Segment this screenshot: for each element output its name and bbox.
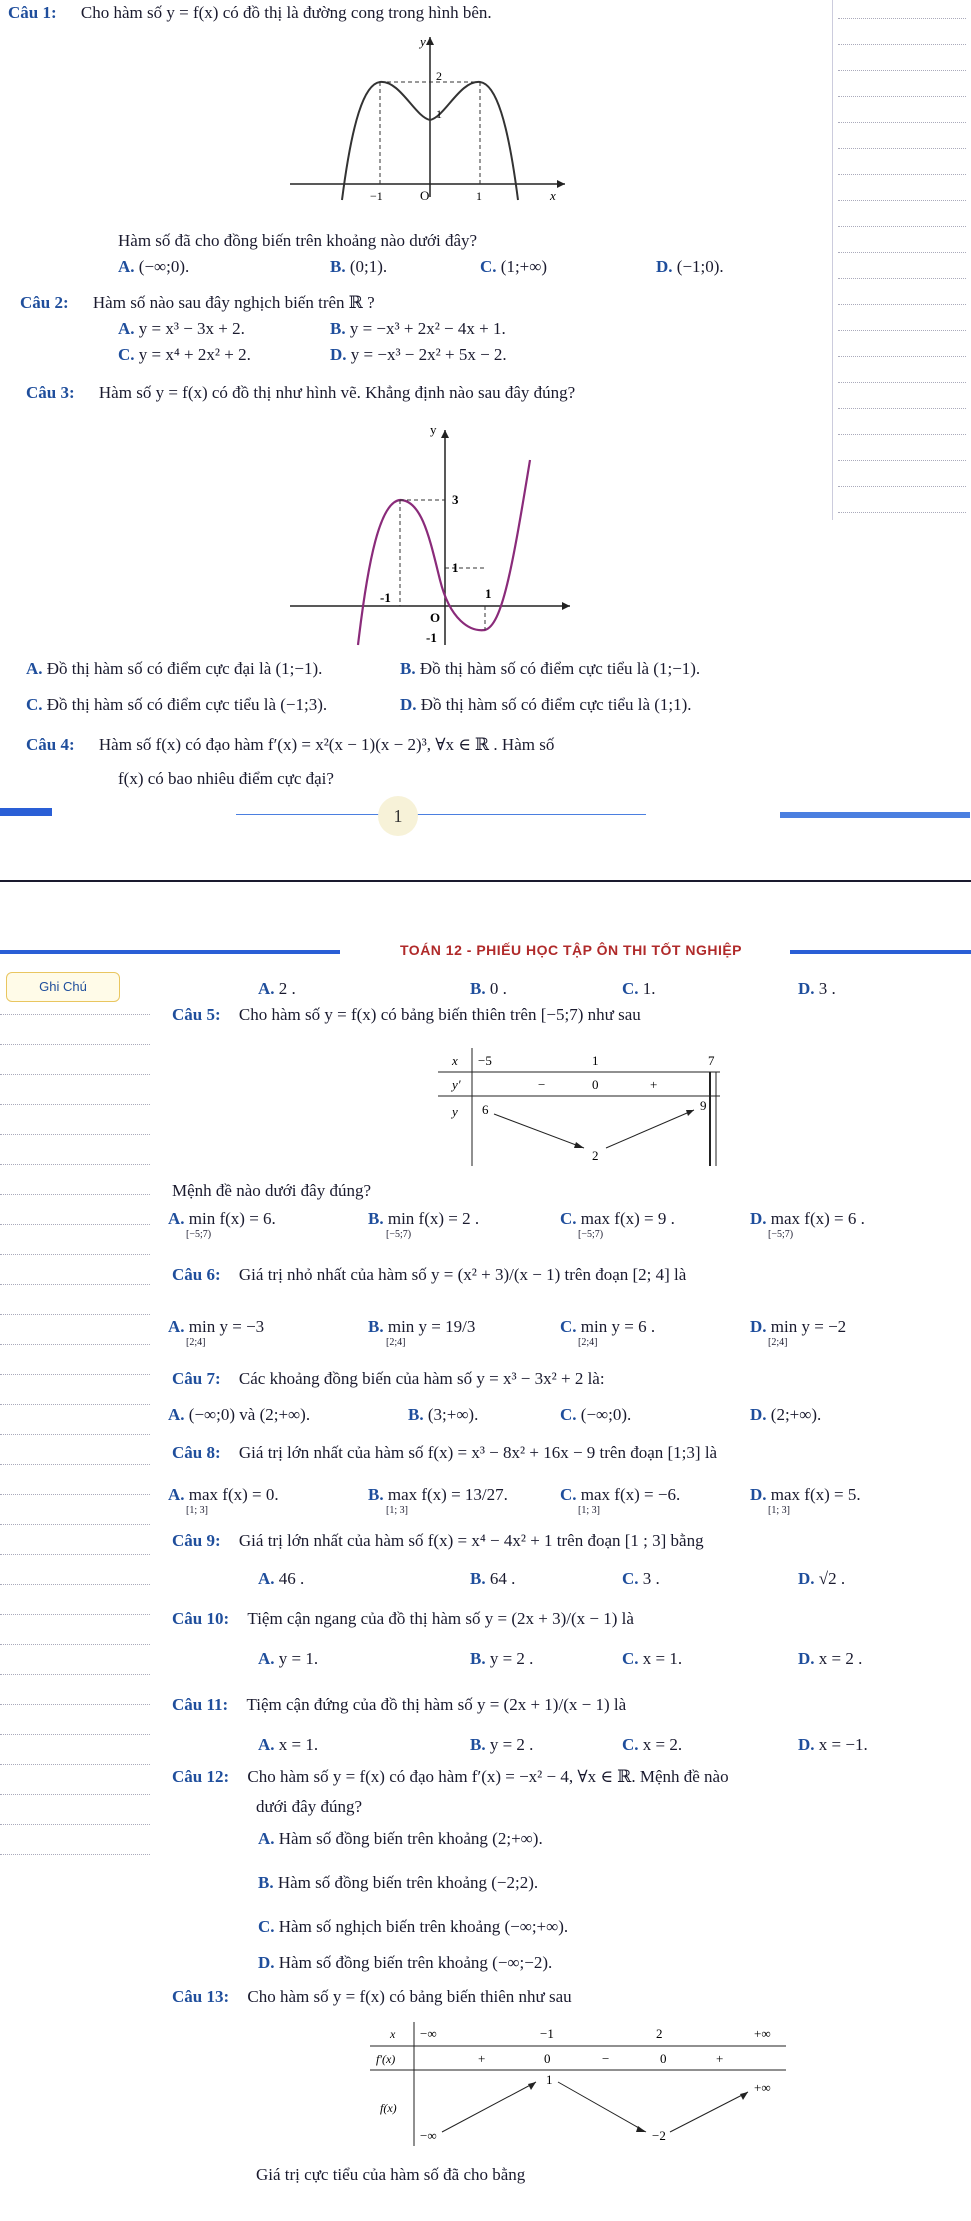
tick-label-1: 1: [452, 560, 459, 575]
q3-option-d[interactable]: [400, 694, 692, 716]
option-subscript: [1; 3]: [386, 1505, 408, 1516]
q1-option-c[interactable]: [480, 256, 547, 278]
question-label: Câu 11:: [172, 1695, 229, 1714]
option-text: y = x³ − 3x + 2.: [138, 319, 245, 338]
option-text: min y = −2: [770, 1317, 847, 1336]
row-label-x: x: [452, 1053, 458, 1068]
option-letter: C.: [622, 1735, 639, 1754]
row-label-f: f(x): [380, 2101, 397, 2115]
option-subscript: [1; 3]: [578, 1505, 600, 1516]
notes-label: Ghi Chú: [6, 972, 120, 1002]
sign-value: 0: [660, 2051, 667, 2066]
option-text: Hàm số đồng biến trên khoảng (2;+∞).: [278, 1829, 543, 1848]
option-text: x = 2 .: [818, 1649, 863, 1668]
q4-option-b[interactable]: [470, 978, 507, 1000]
tick-label-3: 3: [452, 492, 459, 507]
question-7: [172, 1368, 605, 1390]
option-letter: B.: [368, 1485, 384, 1504]
option-text: max f(x) = 13/27.: [387, 1485, 508, 1504]
question-text: Cho hàm số y = f(x) có đạo hàm f′(x) = −x² − 4, ∀x ∈ ℝ. Mệnh đề nào: [247, 1767, 729, 1786]
q7-option-c[interactable]: [560, 1404, 631, 1426]
x-value: −∞: [420, 2026, 437, 2041]
tick-label-neg1: −1: [370, 189, 383, 202]
q3-option-c[interactable]: [26, 694, 327, 716]
option-text: 46 .: [278, 1569, 305, 1588]
header-bar-right: [790, 950, 971, 954]
x-value: +∞: [754, 2026, 771, 2041]
q1-graph: [280, 32, 570, 202]
question-text: Giá trị nhỏ nhất của hàm số y = (x² + 3)/(x − 1) trên đoạn [2; 4] là: [238, 1265, 687, 1284]
tick-label-1x: 1: [485, 586, 492, 601]
x-value: −1: [540, 2026, 554, 2041]
q12-option-a[interactable]: [258, 1828, 543, 1850]
question-text: Cho hàm số y = f(x) có đồ thị là đường cong trong hình bên.: [80, 3, 492, 22]
tick-label-2: 2: [436, 69, 442, 83]
q6-option-c[interactable]: [560, 1316, 655, 1348]
option-letter: C.: [480, 257, 497, 276]
option-text: y = x⁴ + 2x² + 2.: [138, 345, 251, 364]
f-value: 1: [546, 2072, 553, 2087]
option-subscript: [1; 3]: [186, 1505, 208, 1516]
question-9: [172, 1530, 704, 1552]
notes-margin-right: [838, 0, 971, 520]
q12-option-b[interactable]: [258, 1872, 538, 1894]
row-label-yp: y′: [452, 1077, 461, 1092]
option-text: max f(x) = 9 .: [580, 1209, 675, 1228]
option-text: 0 .: [489, 979, 507, 998]
option-text: min f(x) = 6.: [188, 1209, 276, 1228]
option-letter: D.: [798, 1735, 815, 1754]
q1-question: Hàm số đã cho đồng biến trên khoảng nào dưới đây?: [118, 231, 478, 250]
option-subscript: [−5;7): [768, 1229, 794, 1240]
q11-option-b[interactable]: [470, 1734, 533, 1756]
option-text: y = −x³ + 2x² − 4x + 1.: [349, 319, 506, 338]
q11-option-a[interactable]: [258, 1734, 318, 1756]
origin-label: O: [430, 610, 441, 625]
option-text: 3 .: [818, 979, 836, 998]
question-5: [172, 1004, 641, 1026]
option-letter: D.: [798, 979, 815, 998]
q1-option-b[interactable]: [330, 256, 387, 278]
option-text: Hàm số đồng biến trên khoảng (−∞;−2).: [278, 1953, 553, 1972]
question-6: [172, 1264, 686, 1286]
option-letter: C.: [118, 345, 135, 364]
question-text: Tiệm cận đứng của đồ thị hàm số y = (2x + 1)/(x − 1) là: [246, 1695, 627, 1714]
option-text: 1.: [642, 979, 656, 998]
y-axis-label: y: [430, 422, 437, 437]
option-letter: B.: [330, 257, 346, 276]
q8-option-d[interactable]: [750, 1484, 861, 1516]
option-letter: A.: [258, 1829, 275, 1848]
q9-option-a[interactable]: [258, 1568, 304, 1590]
option-text: min y = −3: [188, 1317, 265, 1336]
question-13: [172, 1986, 572, 2008]
q5-variation-table: [438, 1048, 724, 1166]
option-text: (3;+∞).: [427, 1405, 479, 1424]
q4-option-a[interactable]: [258, 978, 296, 1000]
question-label: Câu 8:: [172, 1443, 221, 1462]
option-text: max f(x) = 0.: [188, 1485, 279, 1504]
question-label: Câu 10:: [172, 1609, 230, 1628]
q1-option-d[interactable]: [656, 256, 724, 278]
x-value: −5: [478, 1053, 492, 1068]
option-text: max f(x) = 5.: [770, 1485, 861, 1504]
tick-label-neg1x: -1: [380, 590, 391, 605]
question-2: [20, 292, 375, 314]
option-text: (−∞;0).: [138, 257, 190, 276]
option-letter: A.: [258, 979, 275, 998]
q10-option-c[interactable]: [622, 1648, 682, 1670]
tick-label-neg1y: -1: [426, 630, 437, 645]
option-text: Đồ thị hàm số có điểm cực đại là (1;−1).: [46, 659, 323, 678]
option-text: Đồ thị hàm số có điểm cực tiểu là (1;−1).: [419, 659, 701, 678]
q7-option-a[interactable]: [168, 1404, 310, 1426]
option-letter: B.: [400, 659, 416, 678]
row-label-x: x: [390, 2027, 396, 2041]
option-text: Đồ thị hàm số có điểm cực tiểu là (−1;3).: [46, 695, 328, 714]
question-text: Cho hàm số y = f(x) có bảng biến thiên như sau: [247, 1987, 572, 2006]
option-letter: B.: [470, 1569, 486, 1588]
row-label-fp: f′(x): [376, 2052, 396, 2066]
page-divider: [0, 880, 971, 882]
tick-label-1: 1: [436, 107, 442, 121]
option-subscript: [1; 3]: [768, 1505, 790, 1516]
option-text: 3 .: [642, 1569, 660, 1588]
option-text: (−∞;0) và (2;+∞).: [188, 1405, 311, 1424]
option-subscript: [2;4]: [768, 1337, 788, 1348]
question-text: Giá trị lớn nhất của hàm số f(x) = x³ − 8x² + 16x − 9 trên đoạn [1;3] là: [238, 1443, 718, 1462]
option-text: y = −x³ − 2x² + 5x − 2.: [350, 345, 507, 364]
question-10: [172, 1608, 634, 1630]
q10-option-b[interactable]: [470, 1648, 533, 1670]
question-3: [26, 382, 575, 404]
option-letter: C.: [560, 1317, 577, 1336]
tick-label-x1: 1: [476, 189, 482, 202]
q2-option-b[interactable]: [330, 318, 506, 340]
sign-value: −: [602, 2051, 610, 2066]
margin-divider: [832, 0, 833, 520]
option-letter: D.: [258, 1953, 275, 1972]
q6-option-a[interactable]: [168, 1316, 264, 1348]
option-letter: B.: [368, 1317, 384, 1336]
sign-value: 0: [592, 1077, 599, 1092]
option-subscript: [−5;7): [578, 1229, 604, 1240]
option-letter: B.: [408, 1405, 424, 1424]
option-text: (0;1).: [349, 257, 388, 276]
q6-option-b[interactable]: [368, 1316, 475, 1348]
option-letter: C.: [560, 1209, 577, 1228]
q4-text-continued: f(x) có bao nhiêu điểm cực đại?: [118, 769, 334, 788]
q12-option-c[interactable]: [258, 1916, 568, 1938]
option-letter: B.: [258, 1873, 274, 1892]
option-letter: B.: [470, 1735, 486, 1754]
y-value: 6: [482, 1102, 489, 1117]
footer-bar-left: [0, 808, 52, 816]
option-text: x = 2.: [642, 1735, 683, 1754]
q8-option-a[interactable]: [168, 1484, 279, 1516]
q2-option-d[interactable]: [330, 344, 507, 366]
header-bar-left: [0, 950, 340, 954]
q4-option-d[interactable]: [798, 978, 836, 1000]
question-11: [172, 1694, 626, 1716]
option-subscript: [2;4]: [186, 1337, 206, 1348]
q13-variation-table: [370, 2022, 790, 2146]
q5-option-b[interactable]: [368, 1208, 479, 1240]
option-text: Hàm số nghịch biến trên khoảng (−∞;+∞).: [278, 1917, 569, 1936]
page-header-title: TOÁN 12 - PHIẾU HỌC TẬP ÔN THI TỐT NGHIỆP: [400, 942, 743, 958]
x-value: 2: [656, 2026, 663, 2041]
option-letter: A.: [258, 1649, 275, 1668]
option-letter: D.: [400, 695, 417, 714]
footer-line: [236, 814, 646, 815]
option-text: y = 1.: [278, 1649, 319, 1668]
question-text: Hàm số nào sau đây nghịch biến trên ℝ ?: [92, 293, 375, 312]
option-text: min y = 6 .: [580, 1317, 656, 1336]
option-text: min f(x) = 2 .: [387, 1209, 480, 1228]
question-label: Câu 2:: [20, 293, 69, 312]
q9-option-b[interactable]: [470, 1568, 515, 1590]
q2-option-c[interactable]: [118, 344, 251, 366]
x-value: 1: [592, 1053, 599, 1068]
option-letter: B.: [368, 1209, 384, 1228]
option-text: x = 1.: [642, 1649, 683, 1668]
question-label: Câu 9:: [172, 1531, 221, 1550]
page-number: 1: [378, 796, 418, 836]
q12-text-continued: dưới đây đúng?: [256, 1797, 363, 1816]
q5-question: Mệnh đề nào dưới đây đúng?: [172, 1181, 372, 1200]
option-text: 2 .: [278, 979, 296, 998]
footer-bar-right: [780, 812, 970, 818]
notes-margin-left: [0, 1000, 150, 1880]
question-label: Câu 7:: [172, 1369, 221, 1388]
q12-option-d[interactable]: [258, 1952, 552, 1974]
question-label: Câu 6:: [172, 1265, 221, 1284]
option-text: y = 2 .: [489, 1649, 534, 1668]
option-letter: C.: [622, 1649, 639, 1668]
x-value: 7: [708, 1053, 715, 1068]
option-text: x = −1.: [818, 1735, 868, 1754]
question-text: Giá trị lớn nhất của hàm số f(x) = x⁴ − 4x² + 1 trên đoạn [1 ; 3] bằng: [238, 1531, 704, 1550]
option-letter: A.: [168, 1317, 185, 1336]
x-axis-label: x: [550, 188, 556, 202]
option-letter: D.: [330, 345, 347, 364]
q8-option-c[interactable]: [560, 1484, 680, 1516]
q9-option-c[interactable]: [622, 1568, 660, 1590]
question-4: [26, 734, 554, 756]
y-value: 2: [592, 1148, 599, 1163]
option-letter: D.: [798, 1569, 815, 1588]
q7-option-d[interactable]: [750, 1404, 821, 1426]
option-letter: B.: [470, 1649, 486, 1668]
q2-option-a[interactable]: [118, 318, 245, 340]
option-text: (−1;0).: [676, 257, 724, 276]
option-letter: D.: [750, 1485, 767, 1504]
question-12: [172, 1766, 729, 1788]
row-label-y: y: [452, 1104, 458, 1119]
option-letter: C.: [622, 979, 639, 998]
y-axis-label: y: [420, 34, 426, 49]
q10-option-a[interactable]: [258, 1648, 318, 1670]
option-letter: D.: [656, 257, 673, 276]
question-text: Hàm số f(x) có đạo hàm f′(x) = x²(x − 1)(x − 2)³, ∀x ∈ ℝ . Hàm số: [98, 735, 555, 754]
option-letter: A.: [26, 659, 43, 678]
q11-option-d[interactable]: [798, 1734, 868, 1756]
option-letter: C.: [560, 1405, 577, 1424]
q11-option-c[interactable]: [622, 1734, 682, 1756]
question-8: [172, 1442, 717, 1464]
option-subscript: [−5;7): [186, 1229, 212, 1240]
option-letter: C.: [26, 695, 43, 714]
question-text: Hàm số y = f(x) có đồ thị như hình vẽ. Khẳng định nào sau đây đúng?: [98, 383, 576, 402]
q3-graph: [280, 420, 580, 652]
option-subscript: [2;4]: [386, 1337, 406, 1348]
option-text: y = 2 .: [489, 1735, 534, 1754]
q7-option-b[interactable]: [408, 1404, 478, 1426]
question-text: Các khoảng đồng biến của hàm số y = x³ − 3x² + 2 là:: [238, 1369, 605, 1388]
option-text: max f(x) = −6.: [580, 1485, 681, 1504]
question-label: Câu 12:: [172, 1767, 230, 1786]
question-label: Câu 4:: [26, 735, 75, 754]
option-letter: D.: [750, 1209, 767, 1228]
sign-value: +: [716, 2051, 724, 2066]
question-text: Tiệm cận ngang của đồ thị hàm số y = (2x + 3)/(x − 1) là: [247, 1609, 634, 1628]
f-value: −2: [652, 2128, 666, 2143]
q3-option-b[interactable]: [400, 658, 700, 680]
option-letter: D.: [750, 1405, 767, 1424]
q5-option-d[interactable]: [750, 1208, 865, 1240]
sign-value: −: [538, 1077, 546, 1092]
question-label: Câu 3:: [26, 383, 75, 402]
f-value: −∞: [420, 2128, 437, 2143]
q3-option-a[interactable]: [26, 658, 322, 680]
sign-value: +: [650, 1077, 658, 1092]
sign-value: 0: [544, 2051, 551, 2066]
q9-option-d[interactable]: [798, 1568, 845, 1590]
option-text: Đồ thị hàm số có điểm cực tiểu là (1;1).: [420, 695, 692, 714]
option-text: (−∞;0).: [580, 1405, 632, 1424]
q5-option-a[interactable]: [168, 1208, 276, 1240]
sign-value: +: [478, 2051, 486, 2066]
q13-question: Giá trị cực tiểu của hàm số đã cho bằng: [256, 2165, 526, 2184]
q5-option-c[interactable]: [560, 1208, 675, 1240]
option-text: Hàm số đồng biến trên khoảng (−2;2).: [277, 1873, 539, 1892]
option-letter: D.: [798, 1649, 815, 1668]
q8-option-b[interactable]: [368, 1484, 508, 1516]
option-text: x = 1.: [278, 1735, 319, 1754]
option-subscript: [2;4]: [578, 1337, 598, 1348]
q10-option-d[interactable]: [798, 1648, 862, 1670]
option-letter: A.: [168, 1405, 185, 1424]
option-text: √2 .: [818, 1569, 846, 1588]
q6-option-d[interactable]: [750, 1316, 846, 1348]
option-letter: C.: [560, 1485, 577, 1504]
option-letter: C.: [622, 1569, 639, 1588]
option-text: 64 .: [489, 1569, 516, 1588]
y-value: 9: [700, 1098, 707, 1113]
question-1: [8, 2, 492, 24]
option-letter: C.: [258, 1917, 275, 1936]
option-letter: B.: [470, 979, 486, 998]
option-letter: A.: [258, 1735, 275, 1754]
f-value: +∞: [754, 2080, 771, 2095]
question-label: Câu 5:: [172, 1005, 221, 1024]
q1-option-a[interactable]: [118, 256, 189, 278]
option-text: (2;+∞).: [770, 1405, 822, 1424]
option-text: min y = 19/3: [387, 1317, 476, 1336]
option-letter: B.: [330, 319, 346, 338]
question-label: Câu 13:: [172, 1987, 230, 2006]
option-letter: A.: [118, 257, 135, 276]
page-gap: [0, 880, 971, 924]
option-text: max f(x) = 6 .: [770, 1209, 865, 1228]
option-letter: A.: [168, 1485, 185, 1504]
option-letter: D.: [750, 1317, 767, 1336]
option-text: (1;+∞): [500, 257, 548, 276]
origin-label: O: [420, 188, 430, 202]
option-letter: A.: [258, 1569, 275, 1588]
option-letter: A.: [118, 319, 135, 338]
option-letter: A.: [168, 1209, 185, 1228]
question-label: Câu 1:: [8, 3, 57, 22]
option-subscript: [−5;7): [386, 1229, 412, 1240]
question-text: Cho hàm số y = f(x) có bảng biến thiên trên [−5;7) như sau: [238, 1005, 641, 1024]
q4-option-c[interactable]: [622, 978, 656, 1000]
